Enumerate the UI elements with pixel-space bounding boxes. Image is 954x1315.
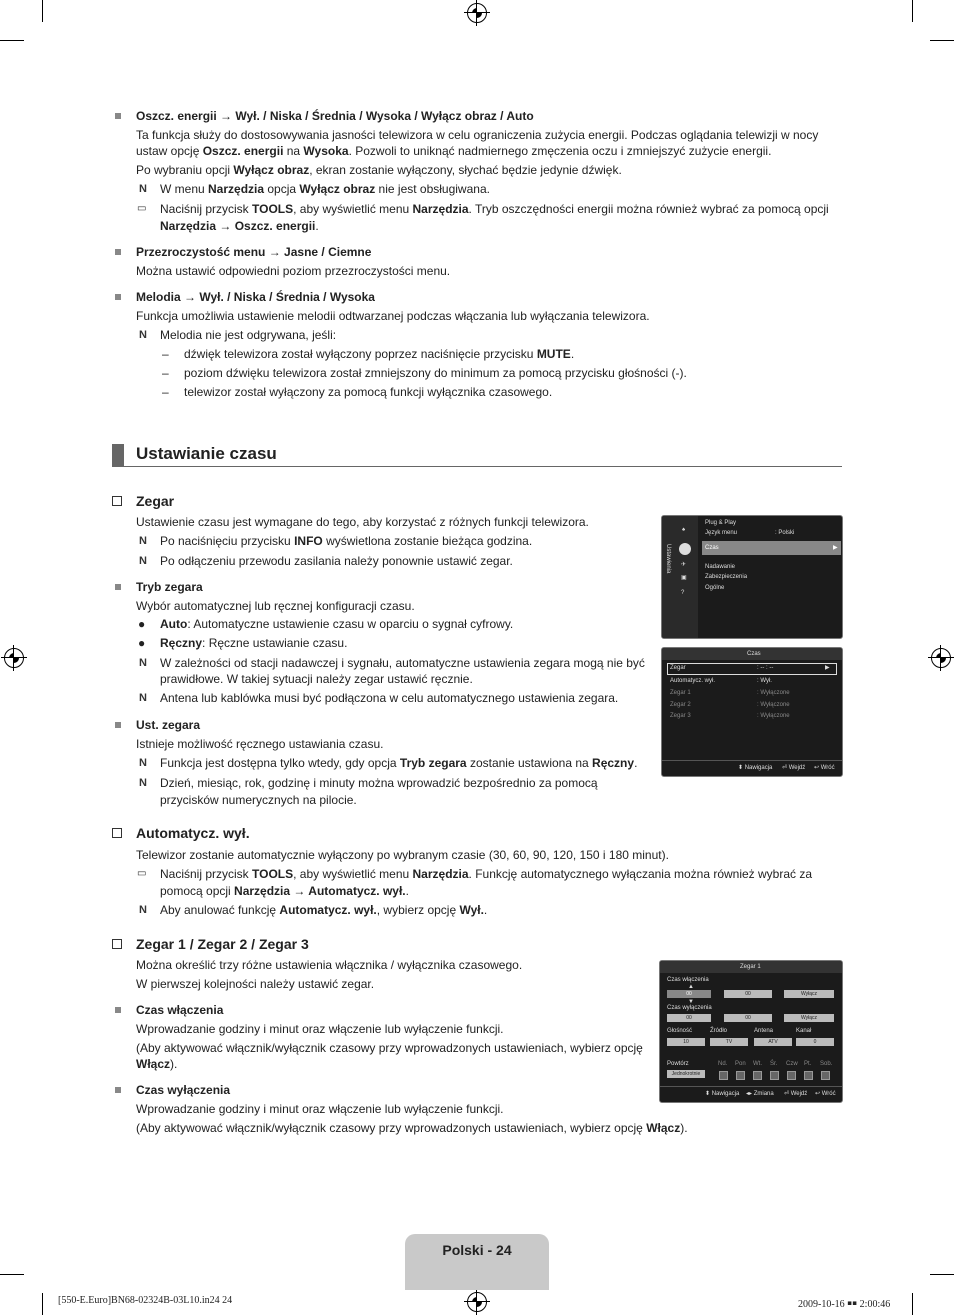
bullet-square-icon [115, 1087, 121, 1093]
row-label: Zegar [670, 665, 686, 671]
dash-icon: – [162, 385, 169, 399]
day-label: Pon [735, 1061, 746, 1067]
checkbox-icon [112, 939, 122, 949]
sleep-tools-note: pomocą opcji Narzędzia → Automatycz. wył.. [160, 884, 409, 898]
timer-off-text: (Aby aktywować włącznik/wyłącznik czasowy przy wprowadzonych ustawieniach, wybierz opcję Włącz). [136, 1121, 688, 1135]
clock-mode-text: Wybór automatycznej lub ręcznej konfiguracji czasu. [136, 599, 415, 613]
timer-off-title: Czas wyłączenia [136, 1083, 231, 1097]
menu-side-label: Ustawienia [665, 544, 671, 574]
file-info: [550-E.Euro]BN68-02324B-03L10.in24 24 [58, 1295, 233, 1306]
crop-mark [0, 40, 24, 41]
page-number: Polski - 24 [442, 1242, 512, 1258]
sleep-title: Automatycz. wył. [136, 825, 250, 841]
day-checkbox-icon [770, 1071, 779, 1080]
screen-footer-rule [662, 760, 842, 761]
clock-note: Funkcja jest dostępna tylko wtedy, gdy opcja Tryb zegara zostanie ustawiona na Ręczny. [160, 756, 638, 770]
arrow-up-icon: ▲ [688, 984, 694, 990]
menu-item: Nadawanie [705, 564, 736, 570]
channel-label: Kanał [796, 1028, 812, 1034]
clock-mode-title: Tryb zegara [136, 580, 203, 594]
day-checkbox-icon [753, 1071, 762, 1080]
tv-menu-time-screenshot [661, 647, 843, 777]
sleep-tools-note: Naciśnij przycisk TOOLS, aby wyświetlić menu Narzędzia. Funkcję automatycznego wyłączania można również wybrać za [160, 867, 813, 881]
note-icon: N [139, 904, 147, 916]
transparency-title: Przezroczystość menu → Jasne / Ciemne [136, 245, 372, 259]
antenna-field: ATV [754, 1038, 792, 1046]
clock-title: Zegar [136, 493, 175, 509]
clock-note: prawidłowe. W takiej sytuacji należy zegar ustawić ręcznie. [160, 672, 473, 686]
note-icon: N [139, 555, 147, 567]
input-menu-icon: ▣ [681, 575, 687, 581]
screen-title: Zegar 1 [740, 964, 761, 970]
bullet-square-icon [115, 249, 121, 255]
support-menu-icon: ? [681, 590, 685, 596]
day-label: Wt. [753, 1061, 762, 1067]
off-minute-field: 00 [724, 1014, 772, 1022]
note-icon: N [139, 692, 147, 704]
on-enable-field: Wyłącz [784, 990, 834, 998]
melody-note: Melodia nie jest odgrywana, jeśli: [160, 328, 337, 342]
clock-note: Po odłączeniu przewodu zasilania należy ponownie ustawić zegar. [160, 554, 513, 568]
off-hour-field: 00 [667, 1014, 711, 1022]
day-label: Śr. [770, 1061, 778, 1067]
day-checkbox-icon [736, 1071, 745, 1080]
repeat-label: Powtórz [667, 1061, 689, 1067]
timer-on-title: Czas włączenia [136, 1003, 224, 1017]
nav-hint: ⬍ Nawigacja [738, 765, 773, 771]
menu-item: Ogólne [705, 585, 725, 591]
arrow-right-icon: ▶ [833, 545, 838, 551]
antenna-label: Antena [754, 1028, 774, 1034]
volume-field: 10 [667, 1038, 705, 1046]
dash-icon: – [162, 347, 169, 361]
timer-on-text: Wprowadzanie godziny i minut oraz włączenie lub wyłączenie funkcji. [136, 1022, 504, 1036]
crop-mark [0, 1274, 24, 1275]
tools-icon: ▭ [137, 868, 147, 879]
bullet-square-icon [115, 294, 121, 300]
day-checkbox-icon [821, 1071, 830, 1080]
row-label: Zegar 1 [670, 690, 691, 696]
clock-text: Ustawienie czasu jest wymagane do tego, aby korzystać z różnych funkcji telewizora. [136, 515, 589, 529]
source-label: Źródło [710, 1028, 728, 1034]
energy-note: W menu Narzędzia opcja Wyłącz obraz nie jest obsługiwana. [160, 182, 490, 196]
channel-field: 0 [796, 1038, 834, 1046]
tv-menu-setup-screenshot [661, 515, 843, 639]
on-time-label: Czas włączenia [667, 977, 709, 983]
bullet-square-icon [115, 113, 121, 119]
registration-mark-icon [931, 648, 951, 668]
clock-mode-manual: Ręczny: Ręczne ustawianie czasu. [160, 636, 348, 650]
row-value: : -- : -- [757, 665, 774, 671]
timers-text: Można określić trzy różne ustawienia włącznika / wyłącznika czasowego. [136, 958, 523, 972]
crop-mark [930, 1274, 954, 1275]
volume-label: Głośność [667, 1028, 693, 1034]
transparency-text: Można ustawić odpowiedni poziom przezroczystości menu. [136, 264, 451, 278]
melody-title: Melodia → Wył. / Niska / Średnia / Wysoka [136, 290, 375, 304]
clock-note: W zależności od stacji nadawczej i sygnału, automatyczne ustawienia zegara mogą nie być [160, 656, 645, 670]
day-label: Sob. [820, 1061, 833, 1067]
timer-on-text: (Aby aktywować włącznik/wyłącznik czasowy przy wprowadzonych ustawieniach, wybierz opcję [136, 1041, 643, 1055]
heading-rule [112, 466, 842, 467]
on-minute-field: 00 [724, 990, 772, 998]
clock-set-title: Ust. zegara [136, 718, 201, 732]
melody-text: Funkcja umożliwia ustawienie melodii odtwarzanej podczas włączania lub wyłączania telewizora. [136, 309, 650, 323]
dash-icon: – [162, 366, 169, 380]
sleep-note: Aby anulować funkcję Automatycz. wył., wybierz opcję Wył.. [160, 903, 488, 917]
melody-item: dźwięk telewizora został wyłączony poprzez naciśnięcie przycisku MUTE. [184, 347, 575, 361]
crop-mark [42, 1293, 43, 1315]
row-value: : Wyłączone [757, 702, 790, 708]
source-field: TV [710, 1038, 748, 1046]
menu-item-selected [702, 541, 841, 555]
menu-sidebar [662, 516, 698, 638]
menu-item-value: : Polski [775, 530, 795, 536]
off-time-label: Czas wyłączenia [667, 1005, 712, 1011]
timers-title: Zegar 1 / Zegar 2 / Zegar 3 [136, 936, 309, 952]
menu-item: Zabezpieczenia [705, 574, 748, 580]
section-heading: Ustawianie czasu [136, 444, 277, 463]
off-enable-field: Wyłącz [784, 1014, 834, 1022]
note-icon: N [139, 757, 147, 769]
nav-hint: ⬍ Nawigacja [705, 1091, 740, 1097]
note-icon: N [139, 329, 147, 341]
back-hint: ↩ Wróć [815, 1091, 836, 1097]
registration-mark-icon [4, 648, 24, 668]
timer-on-text: Włącz). [136, 1057, 178, 1071]
note-icon: N [139, 183, 147, 195]
screen-title: Czas [747, 651, 761, 657]
row-label: Automatycz. wył. [670, 678, 716, 684]
move-hint: ◂▸ Zmiana [746, 1091, 774, 1097]
on-hour-field: 00 [667, 990, 711, 998]
clock-note: Antena lub kablówka musi być podłączona w celu automatycznego ustawienia zegara. [160, 691, 619, 705]
melody-item: telewizor został wyłączony za pomocą funkcji wyłącznika czasowego. [184, 385, 553, 399]
energy-tools-note: Narzędzia → Oszcz. energii. [160, 219, 319, 233]
menu-item: Plug & Play [705, 520, 737, 526]
crop-mark [42, 0, 43, 22]
clock-note: przycisków numerycznych na pilocie. [160, 793, 357, 807]
bullet-dot-icon: ● [138, 617, 146, 631]
energy-text: Po wybraniu opcji Wyłącz obraz, ekran zostanie wyłączony, słychać będzie jedynie dźwięk. [136, 163, 622, 177]
sleep-text: Telewizor zostanie automatycznie wyłączony po wybranym czasie (30, 60, 90, 120, 150 i 180 minut). [136, 848, 669, 862]
checkbox-icon [112, 496, 122, 506]
clock-set-text: Istnieje możliwość ręcznego ustawiania czasu. [136, 737, 384, 751]
bullet-square-icon [115, 722, 121, 728]
timers-text: W pierwszej kolejności należy ustawić zegar. [136, 977, 375, 991]
tv-menu-timer-screenshot [659, 960, 843, 1103]
checkbox-icon [112, 828, 122, 838]
crop-mark [912, 1293, 913, 1315]
note-icon: N [139, 535, 147, 547]
back-hint: ↩ Wróć [814, 765, 835, 771]
bullet-square-icon [115, 1007, 121, 1013]
enter-hint: ⏎ Wejdź [784, 1091, 808, 1097]
print-timestamp: 2009-10-16 ￭￭ 2:00:46 [798, 1299, 891, 1310]
note-icon: N [139, 657, 147, 669]
repeat-field: Jednokrotnie [667, 1070, 705, 1078]
clock-note: Po naciśnięciu przycisku INFO wyświetlona zostanie bieżąca godzina. [160, 534, 533, 548]
row-value: : Wyłączone [757, 713, 790, 719]
day-label: Czw [786, 1061, 798, 1067]
registration-mark-icon [467, 3, 487, 23]
screen-footer-rule [660, 1086, 842, 1087]
arrow-right-icon: ▶ [825, 665, 830, 671]
energy-text: ustaw opcję Oszcz. energii na Wysoka. Pozwoli to uniknąć nadmiernego zmęczenia oczu i zmniejszyć zużycie energii. [136, 144, 772, 158]
timer-off-text: Wprowadzanie godziny i minut oraz włączenie lub wyłączenie funkcji. [136, 1102, 504, 1116]
day-checkbox-icon [804, 1071, 813, 1080]
bullet-dot-icon: ● [138, 636, 146, 650]
enter-hint: ⏎ Wejdź [782, 765, 806, 771]
day-label: Nd. [718, 1061, 728, 1067]
row-selected [667, 663, 837, 675]
menu-item: Język menu [705, 530, 738, 536]
clock-mode-auto: Auto: Automatyczne ustawienie czasu w oparciu o sygnał cyfrowy. [160, 617, 514, 631]
melody-item: poziom dźwięku telewizora został zmniejszony do minimum za pomocą przycisku głośności (-). [184, 366, 687, 380]
registration-mark-icon [467, 1292, 487, 1312]
tools-icon: ▭ [137, 203, 147, 214]
bullet-square-icon [115, 584, 121, 590]
clock-note: Dzień, miesiąc, rok, godzinę i minuty można wprowadzić bezpośrednio za pomocą [160, 776, 598, 790]
row-value: : Wył. [757, 678, 772, 684]
menu-item: Czas [705, 545, 719, 551]
note-icon: N [139, 777, 147, 789]
arrow-down-icon: ▼ [688, 999, 694, 1005]
day-checkbox-icon [719, 1071, 728, 1080]
energy-title: Oszcz. energii → Wył. / Niska / Średnia / Wysoka / Wyłącz obraz / Auto [136, 109, 534, 123]
picture-menu-icon: ♠ [682, 527, 686, 533]
row-label: Zegar 2 [670, 702, 691, 708]
energy-text: Ta funkcja służy do dostosowywania jasności telewizora w celu ograniczenia zużycia energii. Podczas oglądania telewizji w nocy [136, 128, 819, 142]
row-value: : Wyłączone [757, 690, 790, 696]
setup-menu-icon [679, 543, 691, 555]
heading-bar-icon [112, 444, 124, 466]
energy-tools-note: Naciśnij przycisk TOOLS, aby wyświetlić menu Narzędzia. Tryb oszczędności energii można również wybrać za pomocą opcji [160, 202, 829, 216]
day-label: Pt. [804, 1061, 812, 1067]
channel-menu-icon: ✈ [681, 562, 687, 568]
row-label: Zegar 3 [670, 713, 691, 719]
crop-mark [930, 40, 954, 41]
day-checkbox-icon [787, 1071, 796, 1080]
crop-mark [912, 0, 913, 22]
